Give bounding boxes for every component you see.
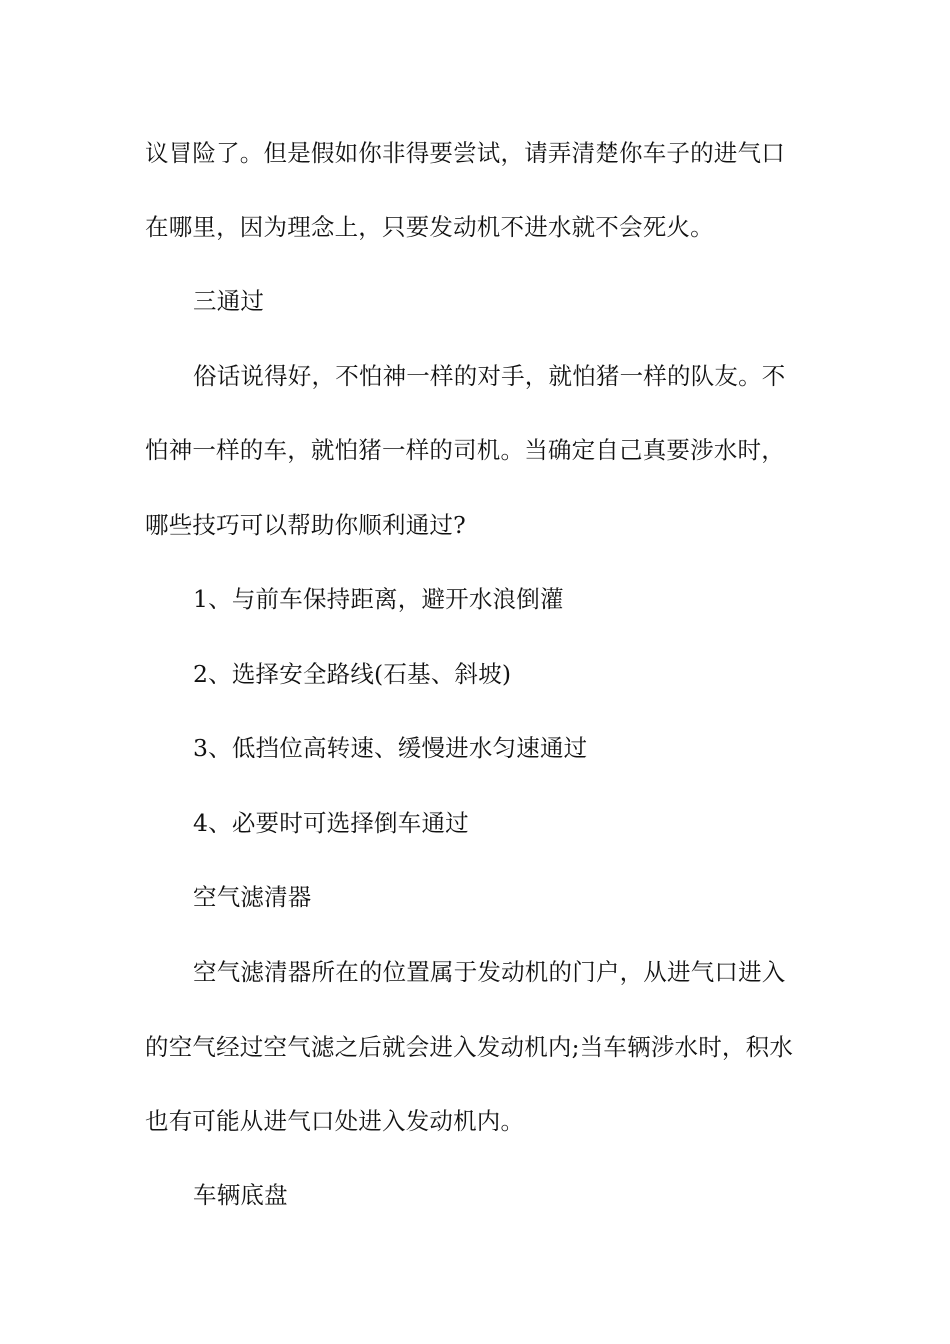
- list-item: 3、低挡位高转速、缓慢进水匀速通过: [193, 734, 588, 762]
- paragraph-line: 空气滤清器所在的位置属于发动机的门户，从进气口进入: [193, 958, 786, 986]
- paragraph-line: 在哪里，因为理念上，只要发动机不进水就不会死火。: [145, 213, 714, 241]
- list-item: 2、选择安全路线(石基、斜坡): [193, 660, 512, 688]
- paragraph-line: 俗话说得好，不怕神一样的对手，就怕猪一样的队友。不: [193, 362, 786, 390]
- paragraph-line: 怕神一样的车，就怕猪一样的司机。当确定自己真要涉水时，: [145, 436, 785, 464]
- list-item: 4、必要时可选择倒车通过: [193, 809, 469, 837]
- paragraph-line: 也有可能从进气口处进入发动机内。: [145, 1107, 525, 1135]
- section-heading: 空气滤清器: [193, 883, 312, 911]
- paragraph-line: 的空气经过空气滤之后就会进入发动机内;当车辆涉水时，积水: [145, 1033, 794, 1061]
- list-item: 1、与前车保持距离，避开水浪倒灌: [193, 585, 564, 613]
- section-heading: 三通过: [193, 287, 265, 315]
- section-heading: 车辆底盘: [193, 1181, 288, 1209]
- paragraph-line: 哪些技巧可以帮助你顺利通过?: [145, 511, 466, 539]
- paragraph-line: 议冒险了。但是假如你非得要尝试，请弄清楚你车子的进气口: [145, 139, 785, 167]
